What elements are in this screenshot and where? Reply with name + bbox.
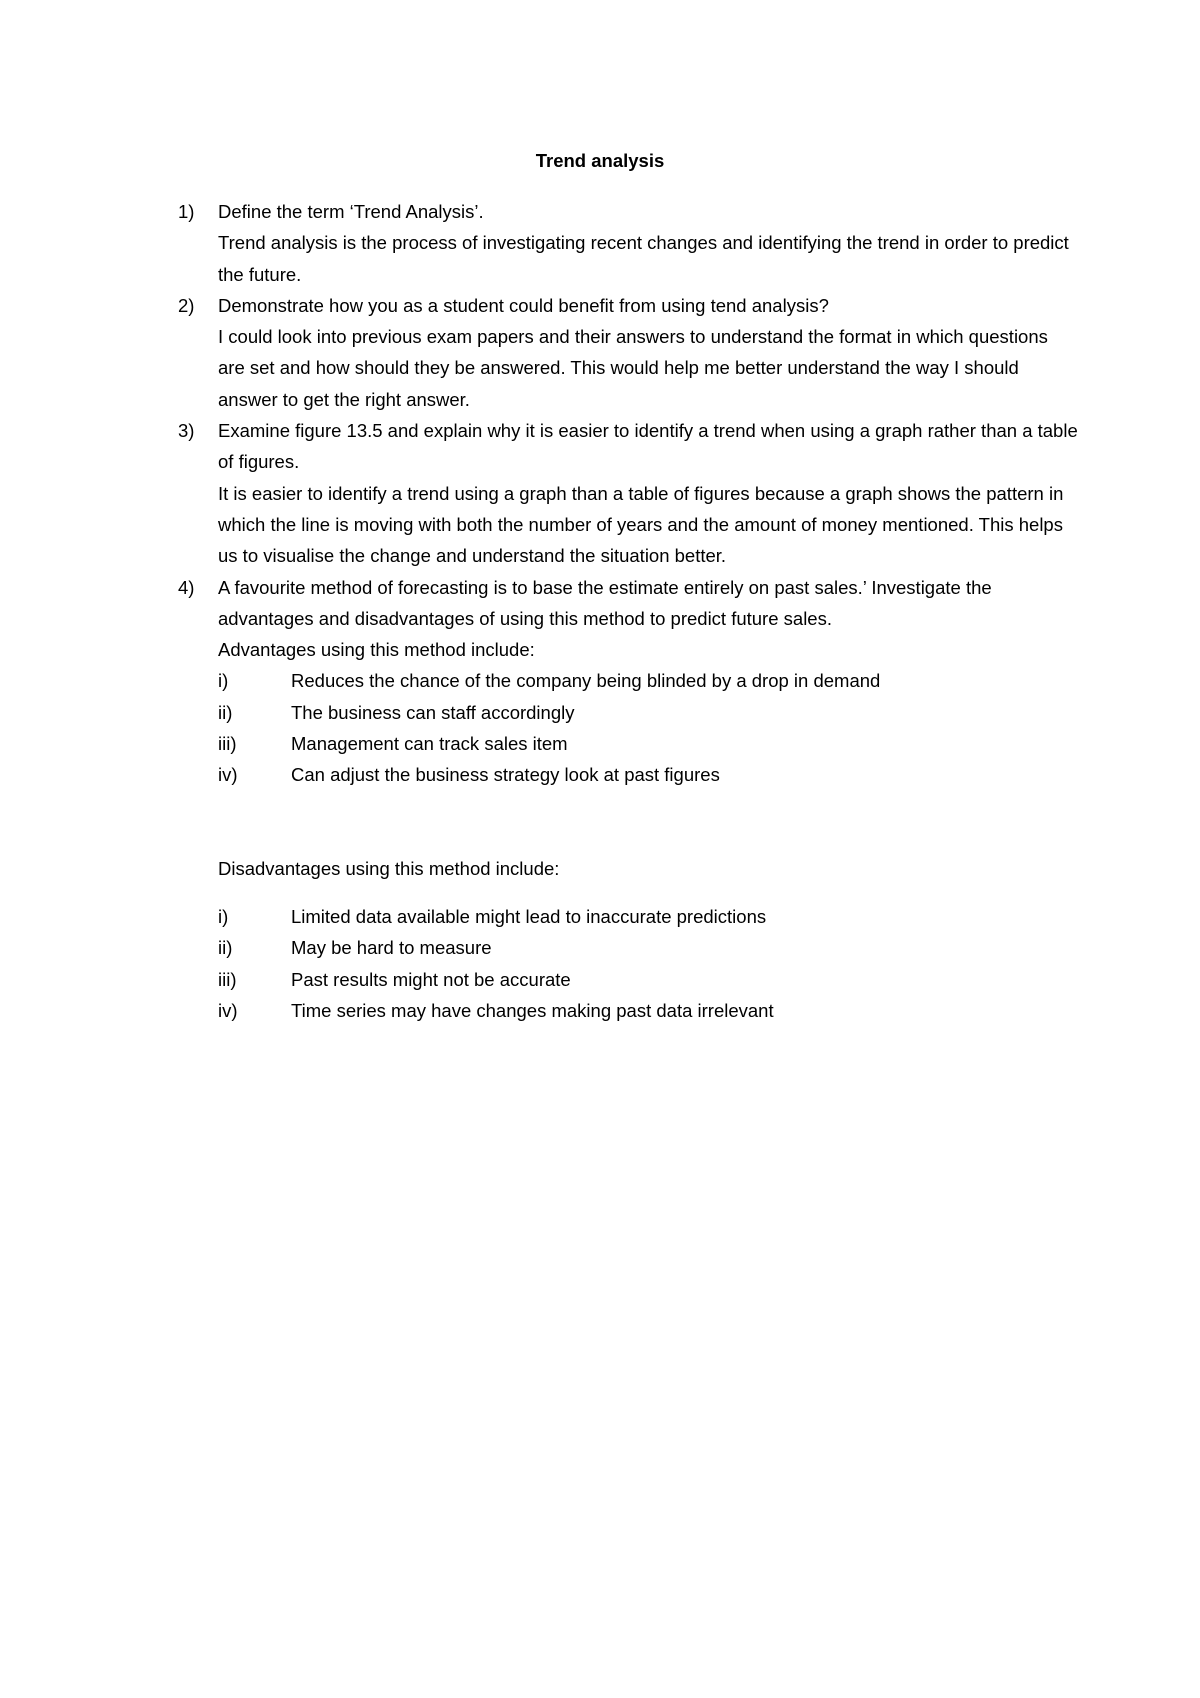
answer-text: I could look into previous exam papers and their answers to understand the format in which questions are set and how should they be answered. This would help me better understand the way I should answer to get the right answer. bbox=[218, 326, 1048, 410]
advantage-item bbox=[218, 728, 1078, 759]
question-item-1 bbox=[178, 196, 1078, 290]
question-number: 3) bbox=[178, 420, 195, 442]
advantage-text: Management can track sales item bbox=[291, 733, 568, 755]
disadvantages-heading: Disadvantages using this method include: bbox=[218, 857, 560, 879]
page-title: Trend analysis bbox=[535, 150, 665, 171]
disadvantage-number: ii) bbox=[218, 937, 233, 959]
question-list bbox=[178, 196, 1078, 1026]
disadvantage-text: Time series may have changes making past data irrelevant bbox=[291, 999, 774, 1021]
disadvantage-item bbox=[218, 901, 1078, 932]
question-number: 2) bbox=[178, 294, 195, 316]
question-text: Demonstrate how you as a student could benefit from using tend analysis? bbox=[218, 294, 829, 316]
question-text: Define the term ‘Trend Analysis’. bbox=[218, 201, 484, 222]
advantage-item bbox=[218, 665, 1078, 696]
advantage-number: iv) bbox=[218, 764, 238, 786]
disadvantage-number: iv) bbox=[218, 999, 238, 1021]
advantage-text: The business can staff accordingly bbox=[291, 701, 575, 723]
disadvantage-text: May be hard to measure bbox=[291, 937, 492, 959]
advantage-text: Can adjust the business strategy look at past figures bbox=[291, 764, 720, 786]
question-text: Examine figure 13.5 and explain why it is easier to identify a trend when using a graph rather than a table of figures. bbox=[218, 420, 1078, 473]
advantages-heading: Advantages using this method include: bbox=[218, 639, 535, 661]
disadvantage-number: i) bbox=[218, 905, 229, 927]
question-number: 1) bbox=[178, 201, 195, 222]
disadvantage-item bbox=[218, 932, 1078, 963]
advantage-number: iii) bbox=[218, 733, 237, 755]
question-item-2 bbox=[178, 290, 1078, 415]
advantage-number: i) bbox=[218, 670, 229, 692]
question-text: A favourite method of forecasting is to base the estimate entirely on past sales.’ Investigate the advantages and disadvantages of using this method to predict future sales. bbox=[218, 576, 992, 629]
disadvantage-item bbox=[218, 995, 1078, 1026]
question-number: 4) bbox=[178, 576, 195, 598]
disadvantage-text: Past results might not be accurate bbox=[291, 968, 571, 990]
disadvantage-text: Limited data available might lead to inaccurate predictions bbox=[291, 905, 767, 927]
answer-text: It is easier to identify a trend using a graph than a table of figures because a graph shows the pattern in which the line is moving with both the number of years and the amount of money mentioned. This helps us to visualise the change and understand the situation better. bbox=[218, 482, 1064, 567]
advantage-text: Reduces the chance of the company being blinded by a drop in demand bbox=[291, 670, 881, 692]
spacer bbox=[218, 884, 1078, 901]
disadvantage-number: iii) bbox=[218, 968, 237, 990]
advantage-item bbox=[218, 697, 1078, 728]
answer-text: Trend analysis is the process of investigating recent changes and identifying the trend in order to predict the future. bbox=[218, 232, 1069, 285]
advantage-number: ii) bbox=[218, 701, 233, 723]
spacer bbox=[218, 791, 1078, 853]
advantage-item bbox=[218, 759, 1078, 790]
disadvantage-item bbox=[218, 964, 1078, 995]
question-item-4 bbox=[178, 572, 1078, 1027]
question-item-3 bbox=[178, 415, 1078, 571]
